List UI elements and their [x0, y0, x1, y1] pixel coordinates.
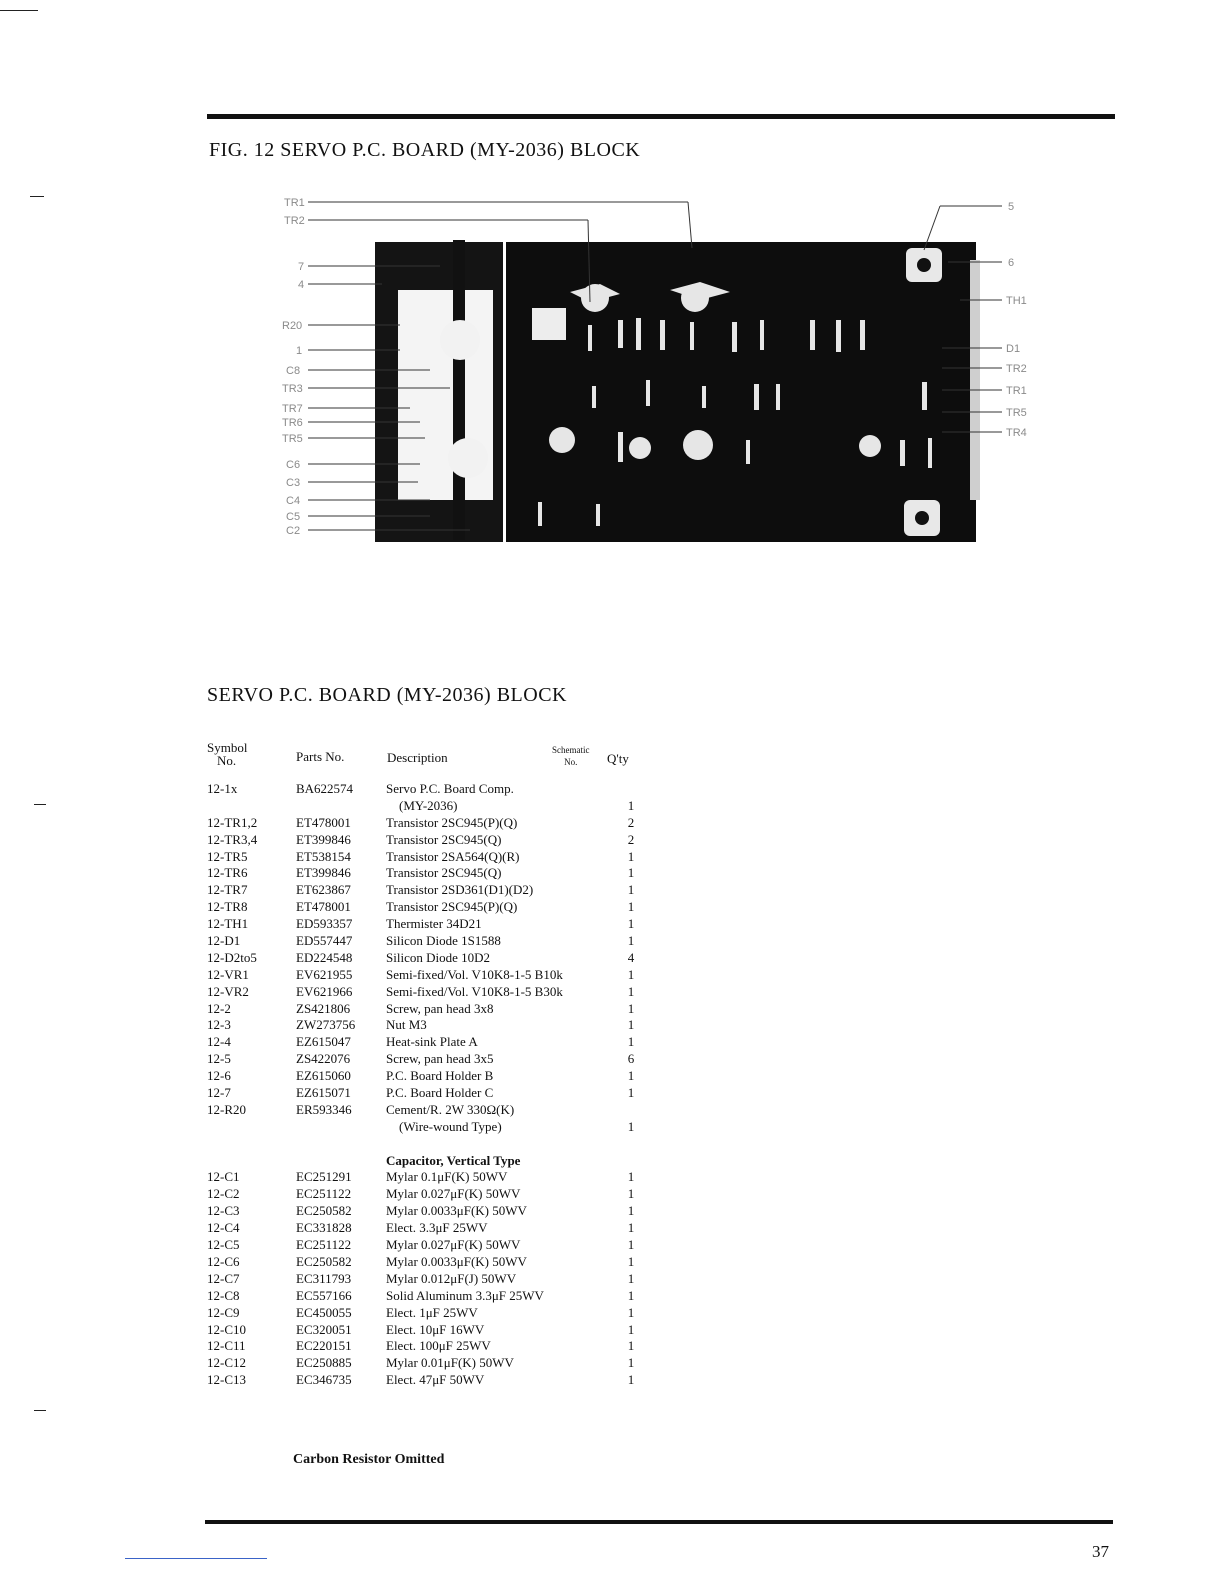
fig-label-1: 1: [296, 345, 303, 357]
quantity-cell: 6: [627, 1051, 635, 1067]
part-number-cell: ET399846: [296, 831, 351, 847]
description-cell: Silicon Diode 10D2: [386, 949, 490, 965]
symbol-cell: 12-TR6: [207, 865, 248, 881]
part-number-cell: ET538154: [296, 848, 351, 864]
quantity-cell: 1: [627, 1034, 635, 1050]
table-row: [207, 1102, 647, 1119]
header-schematic: Schematic No.: [552, 745, 590, 767]
quantity-cell: 1: [627, 1372, 635, 1388]
table-row: [207, 882, 647, 899]
table-row: [207, 984, 647, 1001]
scan-edge-mark: [0, 10, 38, 11]
fig-label-c5: C5: [286, 511, 301, 523]
description-cell: Cement/R. 2W 330Ω(K): [386, 1101, 515, 1117]
description-cell: Transistor 2SC945(P)(Q): [386, 899, 518, 915]
header-symbol: Symbol No.: [207, 740, 248, 768]
symbol-cell: 12-C3: [207, 1203, 240, 1219]
symbol-cell: 12-1x: [207, 781, 238, 796]
symbol-cell: 12-3: [207, 1017, 231, 1033]
quantity-cell: 1: [627, 1220, 635, 1236]
fig-label-c3: C3: [286, 477, 301, 489]
part-number-cell: EC557166: [296, 1287, 352, 1303]
fig-label-d1: D1: [1006, 343, 1021, 355]
part-number-cell: ZS421806: [296, 1000, 351, 1016]
quantity-cell: 1: [627, 1118, 635, 1134]
quantity-cell: 1: [627, 1169, 635, 1185]
quantity-cell: 1: [627, 1085, 635, 1101]
symbol-cell: 12-TH1: [207, 916, 249, 932]
table-row: [207, 967, 647, 984]
quantity-cell: 1: [627, 1287, 635, 1303]
table-row: [207, 1322, 647, 1339]
symbol-cell: 12-C7: [207, 1270, 240, 1286]
table-row: [207, 1085, 647, 1102]
description-cell: Elect. 100μF 25WV: [386, 1338, 491, 1354]
top-rule: [207, 114, 1115, 119]
part-number-cell: ED224548: [296, 949, 353, 965]
description-cell: Transistor 2SC945(P)(Q): [386, 814, 518, 830]
part-number-cell: BA622574: [296, 781, 354, 796]
figure-title: FIG. 12 SERVO P.C. BOARD (MY-2036) BLOCK: [209, 139, 641, 161]
fig-label-tr3: TR3: [282, 383, 303, 395]
part-number-cell: ED593357: [296, 916, 353, 932]
parts-table: [207, 781, 647, 1389]
part-number-cell: ET399846: [296, 865, 351, 881]
fig-label-tr1: TR1: [284, 197, 305, 209]
table-row: [207, 1372, 647, 1389]
table-row: [207, 1017, 647, 1034]
table-row: [207, 1203, 647, 1220]
description-cell: Transistor 2SD361(D1)(D2): [386, 882, 534, 898]
description-cell: Elect. 3.3μF 25WV: [386, 1220, 488, 1236]
part-number-cell: EV621966: [296, 983, 353, 999]
table-row: [207, 1153, 647, 1170]
description-cell: Transistor 2SC945(Q): [386, 865, 502, 881]
symbol-cell: 12-5: [207, 1051, 231, 1067]
description-cell: Heat-sink Plate A: [386, 1034, 478, 1050]
fig-label-tr2: TR2: [284, 215, 305, 227]
part-number-cell: ET623867: [296, 882, 351, 898]
fig-label-tr2-right: TR2: [1006, 363, 1027, 375]
quantity-cell: 1: [627, 933, 635, 949]
quantity-cell: 1: [627, 1237, 635, 1253]
fig-label-tr5-right: TR5: [1006, 407, 1027, 419]
symbol-cell: 12-6: [207, 1068, 231, 1084]
part-number-cell: EV621955: [296, 966, 353, 982]
description-cell: Servo P.C. Board Comp.: [386, 781, 514, 796]
table-row: [207, 1051, 647, 1068]
part-number-cell: EC311793: [296, 1270, 352, 1286]
table-row: [207, 865, 647, 882]
part-number-cell: ER593346: [296, 1101, 352, 1117]
description-cell: Mylar 0.0033μF(K) 50WV: [386, 1203, 527, 1219]
table-row: [207, 1034, 647, 1051]
description-cell: P.C. Board Holder C: [386, 1085, 494, 1101]
fig-label-4: 4: [298, 279, 305, 291]
scan-edge-mark: [34, 1410, 46, 1411]
description-cell: Mylar 0.012μF(J) 50WV: [386, 1270, 517, 1286]
symbol-cell: 12-C2: [207, 1186, 240, 1202]
symbol-cell: 12-C6: [207, 1253, 240, 1269]
symbol-cell: 12-C4: [207, 1220, 240, 1236]
part-number-cell: EC251122: [296, 1186, 352, 1202]
bottom-rule: [205, 1520, 1113, 1524]
quantity-cell: 1: [627, 916, 635, 932]
pc-board-photo: [270, 190, 1050, 570]
description-cell: Capacitor, Vertical Type: [386, 1152, 521, 1168]
quantity-cell: 1: [627, 1355, 635, 1371]
description-cell: Mylar 0.027μF(K) 50WV: [386, 1186, 521, 1202]
bottom-link-underline: [125, 1558, 267, 1559]
fig-label-tr6: TR6: [282, 417, 303, 429]
part-number-cell: EC331828: [296, 1220, 352, 1236]
symbol-cell: 12-7: [207, 1085, 231, 1101]
symbol-cell: 12-C8: [207, 1287, 240, 1303]
fig-label-c2: C2: [286, 525, 301, 537]
description-cell: Thermister 34D21: [386, 916, 482, 932]
fig-label-r20: R20: [282, 320, 303, 332]
quantity-cell: 1: [627, 1203, 635, 1219]
footnote: Carbon Resistor Omitted: [293, 1452, 445, 1467]
description-cell: Semi-fixed/Vol. V10K8-1-5 B10k: [386, 966, 563, 982]
quantity-cell: 1: [627, 1304, 635, 1320]
scan-edge-mark: [30, 196, 44, 197]
table-row: [207, 1355, 647, 1372]
fig-label-tr1-right: TR1: [1006, 385, 1027, 397]
fig-label-6: 6: [1008, 257, 1015, 269]
quantity-cell: 4: [627, 949, 635, 965]
description-cell: Mylar 0.1μF(K) 50WV: [386, 1169, 508, 1185]
symbol-cell: 12-VR2: [207, 983, 249, 999]
part-number-cell: EC251122: [296, 1237, 352, 1253]
symbol-cell: 12-C11: [207, 1338, 246, 1354]
table-row: [207, 815, 647, 832]
fig-label-5: 5: [1008, 201, 1015, 213]
description-cell: P.C. Board Holder B: [386, 1068, 494, 1084]
description-cell: (Wire-wound Type): [399, 1118, 502, 1134]
quantity-cell: 1: [627, 1253, 635, 1269]
table-row: [207, 1220, 647, 1237]
header-parts: Parts No.: [296, 749, 345, 764]
fig-label-tr7: TR7: [282, 403, 303, 415]
part-number-cell: ET478001: [296, 899, 351, 915]
description-cell: Solid Aluminum 3.3μF 25WV: [386, 1287, 544, 1303]
table-row: [207, 1271, 647, 1288]
table-row: [207, 781, 647, 798]
quantity-cell: 1: [627, 1017, 635, 1033]
table-row: [207, 1254, 647, 1271]
description-cell: Elect. 1μF 25WV: [386, 1304, 478, 1320]
quantity-cell: 2: [627, 831, 635, 847]
description-cell: Transistor 2SC945(Q): [386, 831, 502, 847]
table-row: [207, 832, 647, 849]
part-number-cell: EC320051: [296, 1321, 352, 1337]
description-cell: Mylar 0.0033μF(K) 50WV: [386, 1253, 527, 1269]
description-cell: Nut M3: [386, 1017, 427, 1033]
part-number-cell: EC346735: [296, 1372, 352, 1388]
symbol-cell: 12-C9: [207, 1304, 240, 1320]
symbol-cell: 12-D2to5: [207, 949, 257, 965]
part-number-cell: ZW273756: [296, 1017, 356, 1033]
description-cell: Elect. 10μF 16WV: [386, 1321, 485, 1337]
scan-edge-mark: [34, 804, 46, 805]
quantity-cell: 1: [627, 797, 635, 813]
description-cell: Silicon Diode 1S1588: [386, 933, 501, 949]
symbol-cell: 12-C13: [207, 1372, 246, 1388]
symbol-cell: 12-C5: [207, 1237, 240, 1253]
part-number-cell: EC251291: [296, 1169, 352, 1185]
quantity-cell: 1: [627, 1338, 635, 1354]
part-number-cell: EC220151: [296, 1338, 352, 1354]
table-row: [207, 899, 647, 916]
table-row: [207, 1237, 647, 1254]
table-row: [207, 849, 647, 866]
page-number: 37: [1092, 1542, 1109, 1561]
symbol-cell: 12-R20: [207, 1101, 246, 1117]
quantity-cell: 1: [627, 848, 635, 864]
quantity-cell: 1: [627, 1321, 635, 1337]
description-cell: Screw, pan head 3x8: [386, 1000, 494, 1016]
description-cell: Screw, pan head 3x5: [386, 1051, 494, 1067]
part-number-cell: ET478001: [296, 814, 351, 830]
fig-label-th1: TH1: [1006, 295, 1027, 307]
table-row: [207, 1169, 647, 1186]
quantity-cell: 2: [627, 814, 635, 830]
description-cell: Elect. 47μF 50WV: [386, 1372, 485, 1388]
fig-label-c6: C6: [286, 459, 301, 471]
symbol-cell: 12-TR7: [207, 882, 248, 898]
symbol-cell: 12-TR1,2: [207, 814, 258, 830]
fig-label-c4: C4: [286, 495, 301, 507]
symbol-cell: 12-TR8: [207, 899, 248, 915]
table-row: [207, 933, 647, 950]
part-number-cell: ED557447: [296, 933, 353, 949]
header-qty: Q'ty: [607, 751, 629, 766]
fig-label-7: 7: [298, 261, 305, 273]
table-row: [207, 950, 647, 967]
section-title: SERVO P.C. BOARD (MY-2036) BLOCK: [207, 684, 567, 706]
description-cell: (MY-2036): [399, 797, 458, 813]
quantity-cell: 1: [627, 1186, 635, 1202]
symbol-cell: 12-4: [207, 1034, 231, 1050]
table-row: [207, 1305, 647, 1322]
description-cell: Mylar 0.027μF(K) 50WV: [386, 1237, 521, 1253]
fig-label-c8: C8: [286, 365, 301, 377]
quantity-cell: 1: [627, 865, 635, 881]
part-number-cell: EC250582: [296, 1253, 352, 1269]
table-row: [207, 1288, 647, 1305]
description-cell: Semi-fixed/Vol. V10K8-1-5 B30k: [386, 983, 563, 999]
symbol-cell: 12-TR5: [207, 848, 248, 864]
quantity-cell: 1: [627, 966, 635, 982]
description-cell: Transistor 2SA564(Q)(R): [386, 848, 520, 864]
table-row: [207, 1186, 647, 1203]
quantity-cell: 1: [627, 899, 635, 915]
part-number-cell: EZ615071: [296, 1085, 351, 1101]
table-row: [207, 798, 647, 815]
quantity-cell: 1: [627, 1270, 635, 1286]
quantity-cell: 1: [627, 983, 635, 999]
fig-label-tr4-right: TR4: [1006, 427, 1027, 439]
header-description: Description: [387, 750, 448, 765]
table-row: [207, 1119, 647, 1136]
quantity-cell: 1: [627, 882, 635, 898]
table-row: [207, 1068, 647, 1085]
symbol-cell: 12-C12: [207, 1355, 246, 1371]
part-number-cell: EC250582: [296, 1203, 352, 1219]
table-row: [207, 1338, 647, 1355]
part-number-cell: EZ615047: [296, 1034, 351, 1050]
symbol-cell: 12-C1: [207, 1169, 240, 1185]
part-number-cell: EC250885: [296, 1355, 352, 1371]
part-number-cell: EC450055: [296, 1304, 352, 1320]
symbol-cell: 12-C10: [207, 1321, 246, 1337]
table-row: [207, 916, 647, 933]
symbol-cell: 12-2: [207, 1000, 231, 1016]
fig-label-tr5: TR5: [282, 433, 303, 445]
quantity-cell: 1: [627, 1068, 635, 1084]
symbol-cell: 12-D1: [207, 933, 241, 949]
table-row: [207, 1001, 647, 1018]
part-number-cell: ZS422076: [296, 1051, 351, 1067]
part-number-cell: EZ615060: [296, 1068, 351, 1084]
quantity-cell: 1: [627, 1000, 635, 1016]
table-row: [207, 1136, 647, 1153]
symbol-cell: 12-VR1: [207, 966, 249, 982]
description-cell: Mylar 0.01μF(K) 50WV: [386, 1355, 514, 1371]
symbol-cell: 12-TR3,4: [207, 831, 258, 847]
